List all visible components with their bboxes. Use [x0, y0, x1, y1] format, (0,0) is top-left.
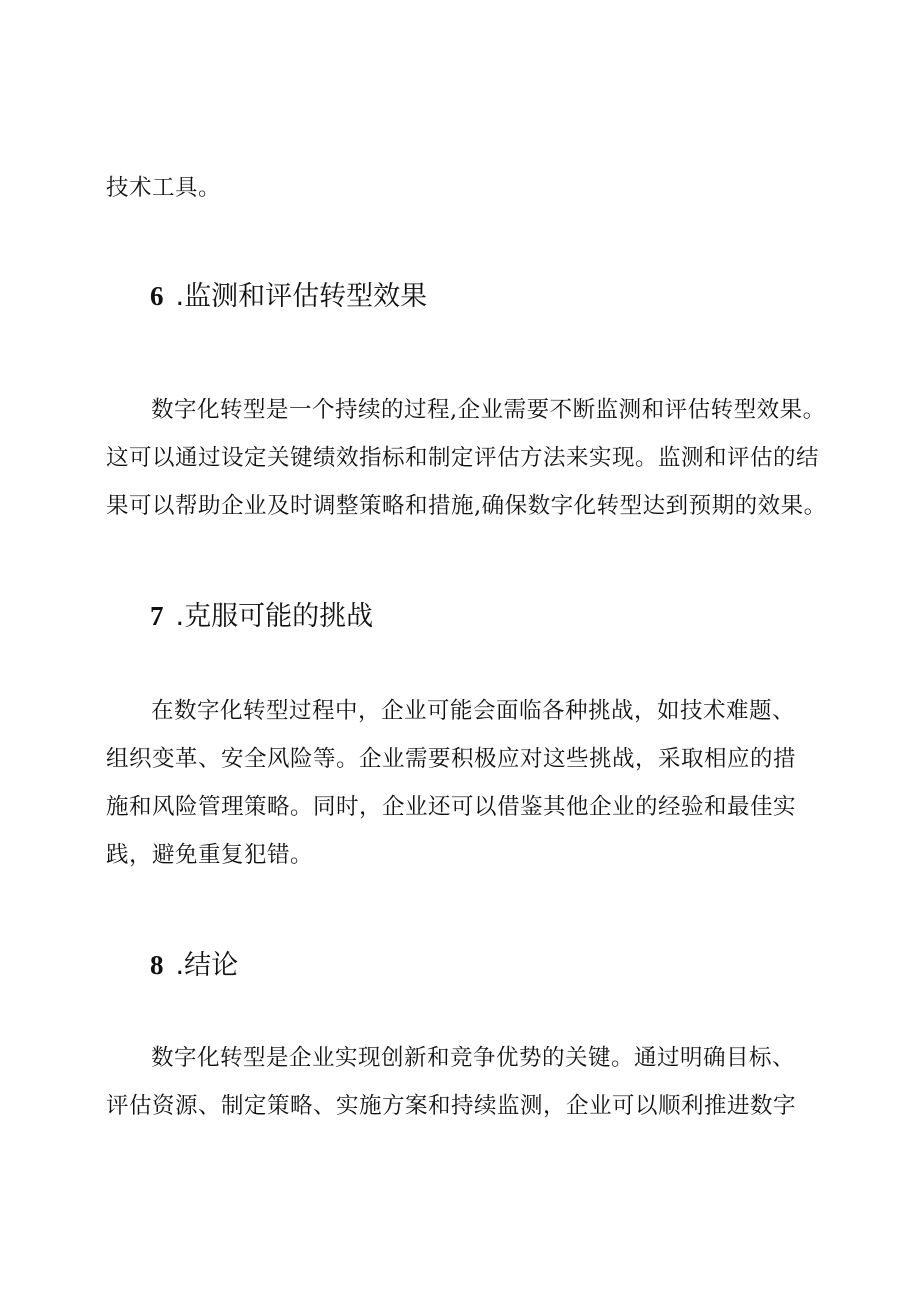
section-7-heading: [150, 599, 373, 634]
section-7-line-2: 组织变革、安全风险等。企业需要积极应对这些挑战，采取相应的措: [106, 746, 797, 772]
section-8-heading: [150, 948, 238, 983]
section-6-line-2: 这可以通过设定关键绩效指标和制定评估方法来实现。监测和评估的结: [106, 445, 820, 471]
section-6-line-1: 数字化转型是一个持续的过程,企业需要不断监测和评估转型效果。: [151, 397, 826, 423]
section-8-number: 8: [150, 950, 164, 980]
section-7-line-1: 在数字化转型过程中，企业可能会面临各种挑战，如技术难题、: [151, 698, 796, 724]
section-7-title: .克服可能的挑战: [175, 601, 374, 632]
section-7-line-3: 施和风险管理策略。同时，企业还可以借鉴其他企业的经验和最佳实: [106, 794, 797, 820]
section-8-line-1: 数字化转型是企业实现创新和竞争优势的关键。通过明确目标、: [151, 1045, 796, 1071]
section-7-line-4: 践，避免重复犯错。: [106, 842, 314, 868]
section-8-title: .结论: [175, 950, 239, 981]
section-6-title: .监测和评估转型效果: [175, 281, 428, 312]
section-7-number: 7: [150, 601, 164, 631]
section-6-number: 6: [150, 281, 164, 311]
section-8-line-2: 评估资源、制定策略、实施方案和持续监测，企业可以顺利推进数字: [106, 1093, 797, 1119]
intro-tail-line: 技术工具。: [106, 175, 222, 201]
section-6-heading: [150, 279, 427, 314]
section-6-line-3: 果可以帮助企业及时调整策略和措施,确保数字化转型达到预期的效果。: [106, 493, 827, 519]
